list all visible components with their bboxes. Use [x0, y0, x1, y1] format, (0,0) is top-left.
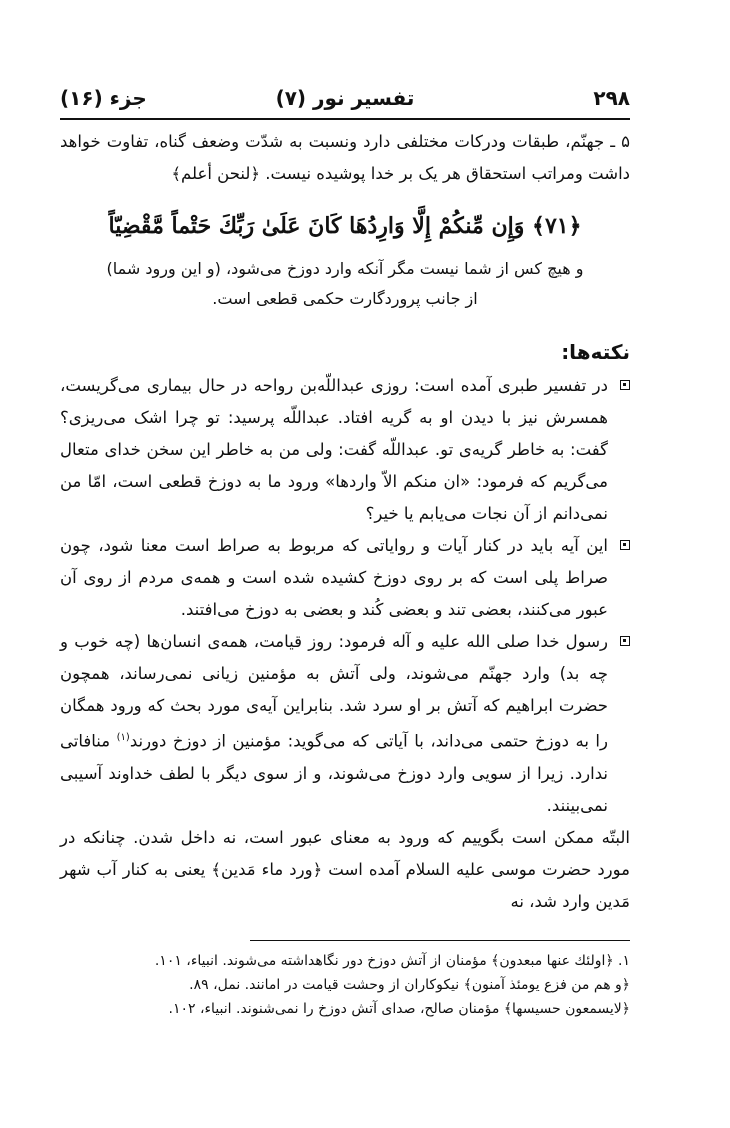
note-item [60, 370, 630, 530]
square-bullet-icon [620, 540, 630, 550]
footnote-marker: (۱) [116, 732, 130, 743]
quran-verse: ﴿۷۱﴾ وَإِن مِّنكُمْ إِلَّا وَارِدُهَا كَانَ عَلَىٰ رَبِّكَ حَتْماً مَّقْضِيّاً [108, 213, 582, 239]
notes-heading: نکته‌ها: [561, 340, 630, 364]
note-text-continuation: منافاتی ندارد. زیرا از سویی وارد دوزخ می‌شوند، و از سوی دیگر با لطف خداوند آسیبی نمی‌بینند. [60, 731, 608, 815]
note-text [60, 626, 608, 822]
note-text-part: رسول خدا صلی الله علیه و آله فرمود: روز قیامت، همه‌ی انسان‌ها (چه خوب و چه بد) وارد جهنّم می‌شوند، ولی آتش به مؤمنین زیانی نمی‌رساند، همچون حضرت ابراهیم که آتش بر او سرد شد. بنابراین آیه‌ی مورد بحث که ورود همگان را به دوزخ حتمی می‌داند، با آیاتی که می‌گوید: مؤمنین از دوزخ دورند [60, 632, 608, 751]
intro-paragraph: ۵ ـ جهنّم، طبقات ودرکات مختلفی دارد ونسبت به شدّت وضعف گناه، تفاوت خواهد داشت ومراتب استحقاق هر یک بر خدا پوشیده نیست. ﴿لنحن أعلم﴾ [60, 132, 630, 183]
note-item [60, 626, 630, 822]
page-content [60, 86, 630, 1017]
footnote-line: ﴿و هم من فزع یومئذ آمنون﴾ نیکوکاران از وحشت قیامت در امانند. نمل، ۸۹. [189, 977, 630, 993]
translation-line-1: و هیچ کس از شما نیست مگر آنکه وارد دوزخ می‌شود، (و این ورود شما) [106, 259, 584, 278]
footnotes-section [60, 904, 630, 1021]
square-bullet-icon [620, 636, 630, 646]
footnote-divider [250, 940, 630, 941]
book-title: تفسیر نور (۷) [275, 86, 415, 110]
verse-translation [60, 254, 630, 314]
running-header [60, 86, 630, 116]
footnote-line: ۱. ﴿اولئك عنها مبعدون﴾ مؤمنان از آتش دوزخ دور نگاهداشته می‌شوند. انبیاء، ۱۰۱. [154, 953, 630, 969]
part-label: جزء (۱۶) [60, 86, 147, 110]
square-bullet-icon [620, 380, 630, 390]
note-text: در تفسیر طبری آمده است: روزی عبداللّه‌بن رواحه در حال بیماری می‌گریست، همسرش نیز با دیدن او به گریه افتاد. عبداللّه پرسید: تو چرا اشک می‌ریزی؟ گفت: به خاطر گریه‌ی تو. عبداللّه گفت: ولی من به خاطر این سخن خدای متعال می‌گریم که فرمود: «ان منکم الاّ واردها» ورود ما به دوزخ قطعی است، امّا من نمی‌دانم از آن نجات می‌یابم یا خیر؟ [60, 376, 608, 523]
translation-line-2: از جانب پروردگارت حکمی قطعی است. [212, 289, 478, 308]
note-text: این آیه باید در کنار آیات و روایاتی که مربوط به صراط است معنا شود، چون صراط پلی است که بر روی دوزخ کشیده شده است و همه‌ی مردم از روی آن عبور می‌کنند، بعضی تند و بعضی کُند و بعضی به دوزخ می‌افتند. [60, 536, 608, 619]
footnote-line: ﴿لایسمعون حسیسها﴾ مؤمنان صالح، صدای آتش دوزخ را نمی‌شنوند. انبیاء، ۱۰۲. [168, 1001, 630, 1017]
note-item [60, 530, 630, 626]
page-number: ۲۹۸ [593, 86, 630, 110]
closing-paragraph: البتّه ممکن است بگوییم که ورود به معنای عبور است، نه داخل شدن. چنانکه در مورد حضرت موسی علیه السلام آمده است ﴿ورد ماء مَدین﴾ یعنی به کنار آب شهر مَدین وارد شد، نه [60, 827, 630, 911]
header-divider [60, 118, 630, 120]
